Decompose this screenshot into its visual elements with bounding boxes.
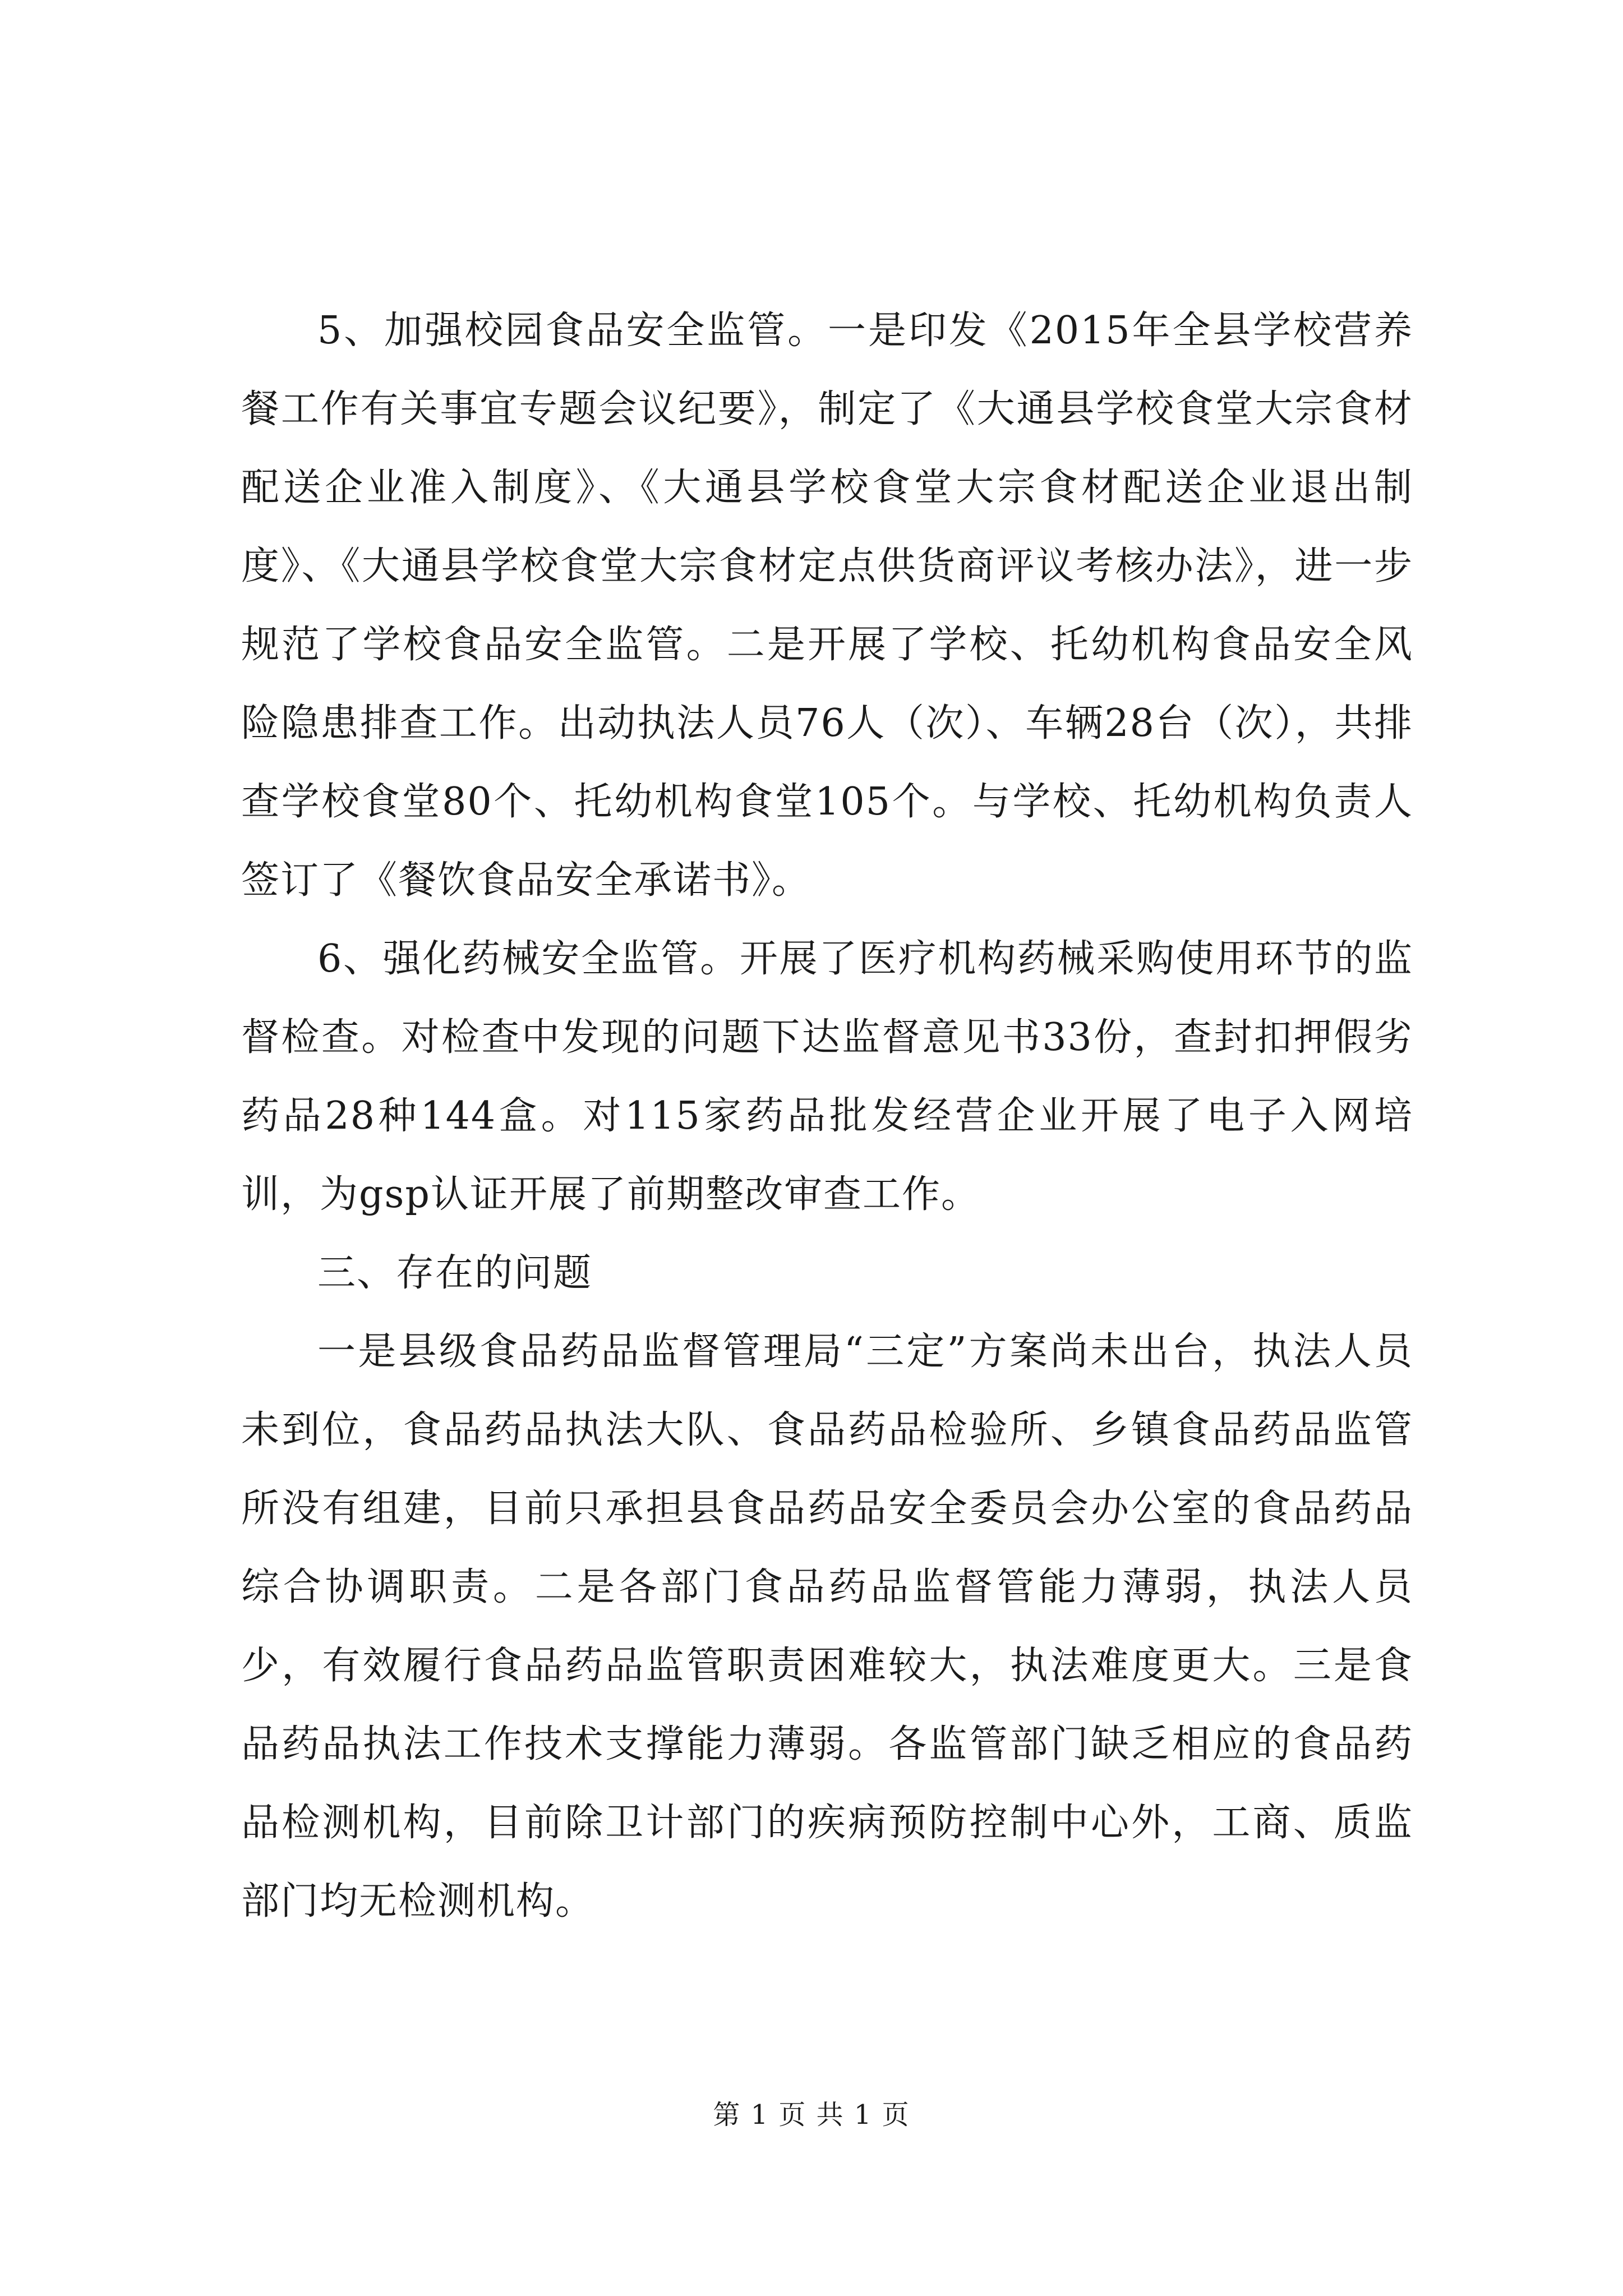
paragraph-drug-device-safety: 6、强化药械安全监管。开展了医疗机构药械采购使用环节的监督检查。对检查中发现的问题下达监督意见书33份，查封扣押假劣药品28种144盒。对115家药品批发经营企业开展了电子入网培训，为gsp认证开展了前期整改审查工作。 [241,937,1413,1217]
section-heading-problems: 三、存在的问题 [317,1251,593,1295]
document-body [241,292,1413,1941]
paragraph-campus-food-safety: 5、加强校园食品安全监管。一是印发《2015年全县学校营养餐工作有关事宜专题会议纪要》，制定了《大通县学校食堂大宗食材配送企业准入制度》、《大通县学校食堂大宗食材配送企业退出制度》、《大通县学校食堂大宗食材定点供货商评议考核办法》，进一步规范了学校食品安全监管。二是开展了学校、托幼机构食品安全风险隐患排查工作。出动执法人员76人（次）、车辆28台（次），共排查学校食堂80个、托幼机构食堂105个。与学校、托幼机构负责人签订了《餐饮食品安全承诺书》。 [241,309,1413,903]
paragraph-problems: 一是县级食品药品监督管理局“三定”方案尚未出台，执法人员未到位，食品药品执法大队、食品药品检验所、乡镇食品药品监管所没有组建，目前只承担县食品药品安全委员会办公室的食品药品综合协调职责。二是各部门食品药品监督管能力薄弱，执法人员少，有效履行食品药品监管职责困难较大，执法难度更大。三是食品药品执法工作技术支撑能力薄弱。各监管部门缺乏相应的食品药品检测机构，目前除卫计部门的疾病预防控制中心外，工商、质监部门均无检测机构。 [241,1329,1413,1924]
page-footer: 第 1 页 共 1 页 [713,2099,910,2131]
